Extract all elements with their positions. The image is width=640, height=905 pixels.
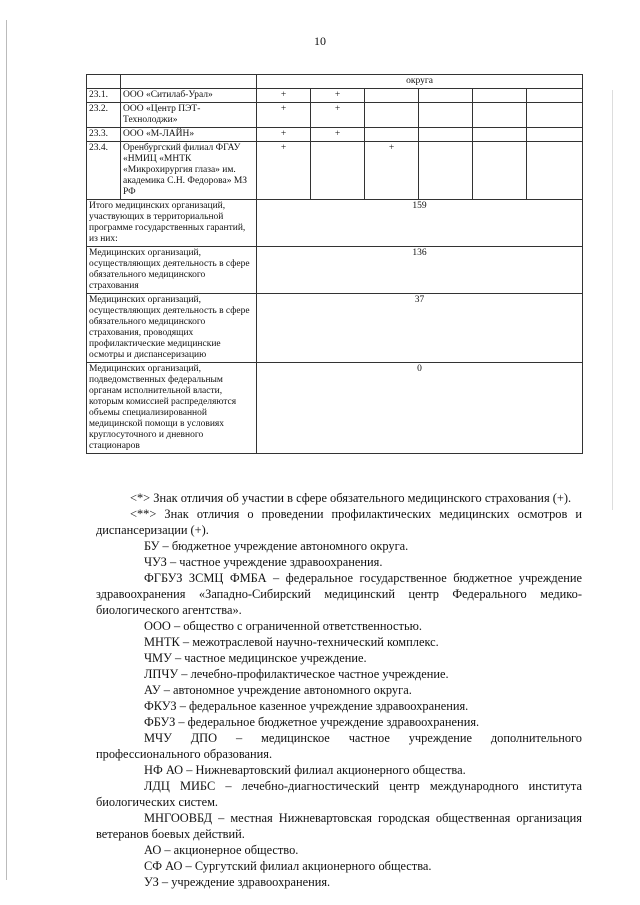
mark-cell [419, 142, 473, 200]
mark-cell [419, 128, 473, 142]
abbreviation-item: ФГБУЗ ЗСМЦ ФМБА – федеральное государственное бюджетное учреждение здравоохранения «Западно-Сибирский медицинский центр Федерального медико-биологического агентства». [96, 571, 582, 617]
mark-cell [473, 142, 527, 200]
organization-name: ООО «Центр ПЭТ-Технолоджи» [121, 103, 257, 128]
summary-label: Медицинских организаций, подведомственных федеральным органам исполнительной власти, которым комиссией распределяются объемы специализированной медицинской помощи в условиях круглосуточного и дневного стационаров [87, 363, 257, 454]
summary-label: Медицинских организаций, осуществляющих деятельность в сфере обязательного медицинского страхования, проводящих профилактические медицинские осмотры и диспансеризацию [87, 294, 257, 363]
summary-value: 159 [257, 200, 583, 247]
footnote-oms: <*> Знак отличия об участии в сфере обязательного медицинского страхования (+). [130, 491, 572, 505]
row-number: 23.4. [87, 142, 121, 200]
table-row [87, 103, 583, 128]
summary-value: 136 [257, 247, 583, 294]
table-header-label: округа [257, 75, 583, 89]
abbreviation-item: УЗ – учреждение здравоохранения. [144, 875, 331, 889]
footnotes-and-abbreviations [96, 490, 582, 890]
abbreviation-item: ЛДЦ МИБС – лечебно-диагностический центр международного института биологических систем. [96, 779, 582, 809]
summary-row [87, 247, 583, 294]
abbreviation-item: ФКУЗ – федеральное казенное учреждение здравоохранения. [144, 699, 469, 713]
table-row [87, 89, 583, 103]
mark-cell [365, 128, 419, 142]
mark-cell: + [311, 89, 365, 103]
abbreviation-item: БУ – бюджетное учреждение автономного округа. [144, 539, 409, 553]
abbreviation-item: МНГООВБД – местная Нижневартовская городская общественная организация ветеранов боевых действий. [96, 811, 582, 841]
organization-name: ООО «Ситилаб-Урал» [121, 89, 257, 103]
row-number: 23.3. [87, 128, 121, 142]
mark-cell: + [257, 89, 311, 103]
mark-cell [473, 128, 527, 142]
table-header-row [87, 75, 583, 89]
mark-cell [365, 103, 419, 128]
abbreviation-item: СФ АО – Сургутский филиал акционерного общества. [144, 859, 432, 873]
summary-label: Итого медицинских организаций, участвующих в территориальной программе государственных гарантий, из них: [87, 200, 257, 247]
summary-row [87, 200, 583, 247]
mark-cell: + [257, 103, 311, 128]
organization-name: Оренбургский филиал ФГАУ «НМИЦ «МНТК «Микрохирургия глаза» им. академика С.Н. Федорова» МЗ РФ [121, 142, 257, 200]
summary-row [87, 363, 583, 454]
mark-cell [527, 103, 583, 128]
summary-value: 37 [257, 294, 583, 363]
scan-edge-line [612, 90, 613, 510]
abbreviation-item: АО – акционерное общество. [144, 843, 299, 857]
abbreviation-item: АУ – автономное учреждение автономного округа. [144, 683, 412, 697]
abbreviation-item: ЧМУ – частное медицинское учреждение. [144, 651, 367, 665]
mark-cell: + [311, 128, 365, 142]
mark-cell [419, 89, 473, 103]
table-header-empty [121, 75, 257, 89]
mark-cell: + [311, 103, 365, 128]
abbreviation-item: НФ АО – Нижневартовский филиал акционерного общества. [144, 763, 466, 777]
mark-cell [365, 89, 419, 103]
abbreviation-item: МЧУ ДПО – медицинское частное учреждение дополнительного профессионального образования. [96, 731, 582, 761]
mark-cell: + [257, 142, 311, 200]
mark-cell: + [257, 128, 311, 142]
footnote-profilaktika: <**> Знак отличия о проведении профилактических медицинских осмотров и диспансеризации (+). [96, 507, 582, 537]
summary-label: Медицинских организаций, осуществляющих деятельность в сфере обязательного медицинского страхования [87, 247, 257, 294]
mark-cell [419, 103, 473, 128]
row-number: 23.2. [87, 103, 121, 128]
abbreviation-item: ФБУЗ – федеральное бюджетное учреждение здравоохранения. [144, 715, 480, 729]
summary-value: 0 [257, 363, 583, 454]
mark-cell [311, 142, 365, 200]
table-row [87, 142, 583, 200]
abbreviation-item: ЛПЧУ – лечебно-профилактическое частное учреждение. [144, 667, 449, 681]
mark-cell [527, 89, 583, 103]
organization-name: ООО «М-ЛАЙН» [121, 128, 257, 142]
table-row [87, 128, 583, 142]
mark-cell [527, 128, 583, 142]
summary-row [87, 294, 583, 363]
mark-cell [527, 142, 583, 200]
scan-edge-line [6, 20, 7, 880]
page-number: 10 [314, 34, 326, 48]
row-number: 23.1. [87, 89, 121, 103]
abbreviation-item: ООО – общество с ограниченной ответственностью. [144, 619, 422, 633]
mark-cell: + [365, 142, 419, 200]
mark-cell [473, 89, 527, 103]
table-header-empty [87, 75, 121, 89]
abbreviation-item: МНТК – межотраслевой научно-технический комплекс. [144, 635, 439, 649]
abbreviation-item: ЧУЗ – частное учреждение здравоохранения. [144, 555, 383, 569]
mark-cell [473, 103, 527, 128]
organizations-table [86, 74, 583, 454]
